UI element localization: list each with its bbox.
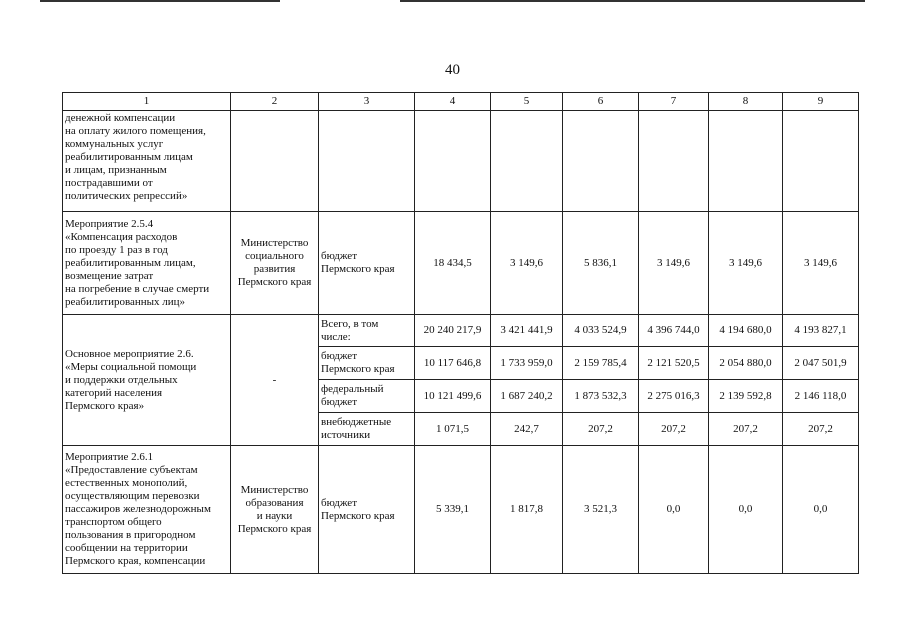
value-cell: 10 121 499,6 [415,380,491,413]
empty-cell [563,111,639,212]
row-executor: - [231,315,319,446]
empty-cell [319,111,415,212]
row-description: Мероприятие 2.6.1 «Предоставление субъектам естественных монополий, осуществляющим перевозки пассажиров железнодорожным транспортом общего пользования в пригородном сообщении на территории Пермского края, компенсации [63,446,231,574]
row-funding-source: бюджет Пермского края [319,212,415,315]
value-cell: 1 687 240,2 [491,380,563,413]
value-cell: 2 159 785,4 [563,347,639,380]
table-row [63,315,859,347]
value-cell: 1 071,5 [415,413,491,446]
row-executor: Министерство социального развития Пермского края [231,212,319,315]
value-cell: 1 873 532,3 [563,380,639,413]
value-cell: 10 117 646,8 [415,347,491,380]
value-cell: 3 521,3 [563,446,639,574]
column-header: 1 [63,93,231,111]
value-cell: 0,0 [639,446,709,574]
table-row [63,446,859,574]
value-cell: 2 139 592,8 [709,380,783,413]
page-number: 40 [445,62,460,78]
value-cell: 207,2 [783,413,859,446]
row-description: Основное мероприятие 2.6. «Меры социальной помощи и поддержки отдельных категорий населения Пермского края» [63,315,231,446]
column-header: 8 [709,93,783,111]
row-description: денежной компенсации на оплату жилого помещения, коммунальных услуг реабилитированным лицам и лицам, признанным пострадавшими от политических репрессий» [63,111,231,212]
row-funding-source: внебюджетные источники [319,413,415,446]
column-header: 4 [415,93,491,111]
value-cell: 4 194 680,0 [709,315,783,347]
column-header: 5 [491,93,563,111]
value-cell: 1 733 959,0 [491,347,563,380]
top-rule-right [400,0,865,2]
empty-cell [639,111,709,212]
empty-cell [415,111,491,212]
value-cell: 5 836,1 [563,212,639,315]
row-funding-source: бюджет Пермского края [319,347,415,380]
top-rule-left [40,0,280,2]
value-cell: 4 396 744,0 [639,315,709,347]
budget-table [62,92,859,574]
value-cell: 2 275 016,3 [639,380,709,413]
value-cell: 4 033 524,9 [563,315,639,347]
table-row [63,212,859,315]
value-cell: 4 193 827,1 [783,315,859,347]
value-cell: 2 121 520,5 [639,347,709,380]
column-number-row [63,93,859,111]
value-cell: 2 047 501,9 [783,347,859,380]
column-header: 2 [231,93,319,111]
value-cell: 3 149,6 [639,212,709,315]
empty-cell [491,111,563,212]
value-cell: 3 149,6 [491,212,563,315]
value-cell: 20 240 217,9 [415,315,491,347]
value-cell: 2 146 118,0 [783,380,859,413]
value-cell: 207,2 [709,413,783,446]
value-cell: 0,0 [783,446,859,574]
value-cell: 207,2 [639,413,709,446]
column-header: 9 [783,93,859,111]
value-cell: 0,0 [709,446,783,574]
row-executor: Министерство образования и науки Пермского края [231,446,319,574]
column-header: 6 [563,93,639,111]
row-funding-source: Всего, в том числе: [319,315,415,347]
row-description: Мероприятие 2.5.4 «Компенсация расходов по проезду 1 раз в год реабилитированным лицам, возмещение затрат на погребение в случае смерти реабилитированных лиц» [63,212,231,315]
column-header: 7 [639,93,709,111]
value-cell: 2 054 880,0 [709,347,783,380]
value-cell: 3 149,6 [783,212,859,315]
value-cell: 207,2 [563,413,639,446]
value-cell: 3 149,6 [709,212,783,315]
column-header: 3 [319,93,415,111]
row-funding-source: федеральный бюджет [319,380,415,413]
value-cell: 1 817,8 [491,446,563,574]
value-cell: 18 434,5 [415,212,491,315]
empty-cell [709,111,783,212]
table-row [63,111,859,212]
row-funding-source: бюджет Пермского края [319,446,415,574]
value-cell: 242,7 [491,413,563,446]
empty-cell [783,111,859,212]
empty-cell [231,111,319,212]
value-cell: 5 339,1 [415,446,491,574]
value-cell: 3 421 441,9 [491,315,563,347]
